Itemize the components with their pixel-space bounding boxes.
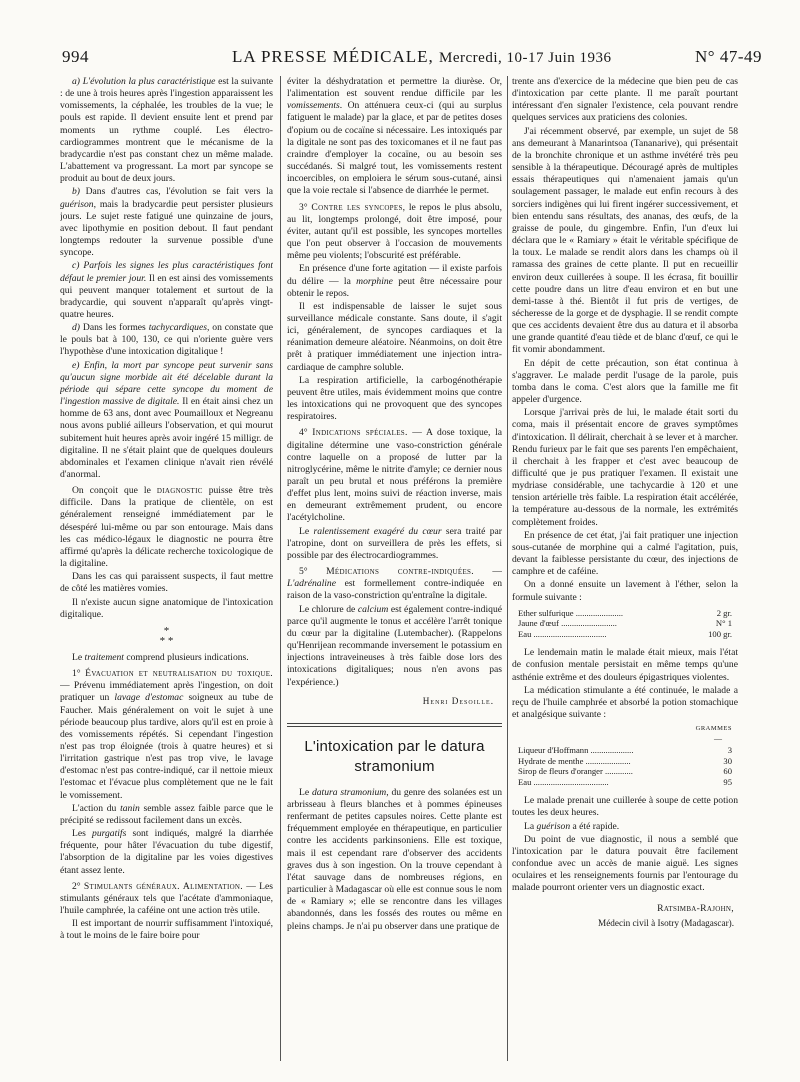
author-signature: Henri Desoille. xyxy=(422,695,494,706)
paragraph-guerison xyxy=(512,821,738,833)
italic-run: datura stramonium xyxy=(311,786,387,798)
author-affiliation: Médecin civil à Isotry (Madagascar). xyxy=(598,917,734,928)
italic-run: ralentissement exagéré du cœur xyxy=(313,525,442,537)
italic-run: Enfin, la mort par syncope peut survenir sans qu'aucun signe morbide ait été décelable durant la période qui sépare cette syncope du moment de l'ingestion massive de digitale. xyxy=(60,359,273,408)
paragraph-evolution-e xyxy=(60,360,273,482)
paragraph-purgatifs xyxy=(60,828,273,877)
small-caps-run: Indications spéciales. xyxy=(312,427,408,439)
formula-row xyxy=(518,629,732,640)
italic-run: Parfois les signes les plus caractéristiques font défaut le premier jour. xyxy=(60,260,273,284)
text-run: — Prévenu immédiatement après l'ingestion, on doit pratiquer un xyxy=(60,680,273,704)
issue-date: Mercredi, 10-17 Juin 1936 xyxy=(439,50,612,66)
formula-row xyxy=(518,745,732,756)
formula-row xyxy=(518,608,732,619)
italic-run: traitement xyxy=(84,651,124,663)
ingredient-name: Hydrate de menthe ..................... xyxy=(518,755,631,766)
text-run: est la suivante : de une à trois heures après l'ingestion apparaissent les vomissements, la céphalée, les troubles de la vue; le pouls est rapide. Il devient ensuite lent et prend par moments un rythme couplé. Les électro-cardiogrammes montrent que le mécanisme de la bradycardie n'est pas constant chez un même malade. L'abattement va progressant. La mort par syncope se produit au bout de deux jours. xyxy=(60,76,273,185)
paragraph-lavement: On a donné ensuite un lavement à l'éther, selon la formule suivante : xyxy=(512,579,738,603)
ingredient-quantity: 95 xyxy=(723,776,732,787)
page-number: 994 xyxy=(62,47,89,66)
italic-run: morphine xyxy=(356,275,393,287)
ingredient-name: Jaune d'œuf .......................... xyxy=(518,618,617,629)
italic-run: c) xyxy=(72,260,84,272)
paragraph-lendemain: Le lendemain matin le malade était mieux, mais l'état de confusion mentale persistait en même temps qu'une asthénie extrême et des douleurs épigastriques violentes. xyxy=(512,647,738,683)
text-run: Les xyxy=(72,828,93,840)
text-run: 4° xyxy=(299,427,313,439)
paragraph-diagnostic: Du point de vue diagnostic, il nous a semblé que l'intoxication par le datura pouvait être facilement confondue avec un accès de manie aiguë. Les signes oculaires et les renseignements fournis par l'entourage du malade pourront orienter vers un diagnostic exact. xyxy=(512,833,738,894)
italic-run: L'évolution la plus caractéristique xyxy=(82,76,216,87)
paragraph-cuilleree: Le malade prenait une cuillerée à soupe de cette potion toutes les deux heures. xyxy=(512,795,738,819)
italic-run: L'adrénaline xyxy=(287,578,336,590)
formula-row xyxy=(518,777,732,788)
ingredient-name: Eau ................................... xyxy=(518,776,609,787)
text-run: Dans les formes xyxy=(82,322,149,334)
author-signature: Ratsimba-Rajohn, xyxy=(657,902,734,914)
paragraph-syncopes xyxy=(287,202,502,263)
text-run: La xyxy=(524,820,537,832)
text-run: est également contre-indiqué parce qu'il augmente le tonus et accélère l'arrêt tonique du cœur par la digitaline (Lutembacher). (Rappelons qu'Henrijean recommande inversement le potassium en injections intraveineuses à très faible dose lors des intoxications digitaliques; nous n'en avons pas l'expérience.) xyxy=(287,603,502,688)
article-title: L'intoxication par le datura stramonium xyxy=(304,737,485,775)
text-run: Le xyxy=(299,786,312,798)
ingredient-name: Sirop de fleurs d'oranger ............. xyxy=(518,766,633,777)
ingredient-quantity: 3 xyxy=(727,745,732,756)
text-run: L'action du xyxy=(72,802,121,814)
ingredient-name: Liqueur d'Hoffmann .................... xyxy=(518,745,634,756)
column-rule-1 xyxy=(280,76,281,1061)
paragraph-observation: J'ai récemment observé, par exemple, un sujet de 58 ans demeurant à Manarintsoa (Tananarive), qui présentait de la bronchite chronique et un asthme invétéré très peu sensible à la thérapeutique. Découragé après de multiples essais thérapeutiques qui n'amenaient jamais qu'un soulagement passager, le malade eut enfin recours à des sorciers indigènes qui lui firent ingérer successivement, et bien entendu sans résultats, des ananas, des œufs, de la graisse de poule, du gingembre. Enfin, l'un d'eux lui déclara que le « Ramiary » était le véritable spécifique de la toux. Le malade se rendit alors dans les champs où il ramassa des graines de cette plante. Il put en recueillir environ deux cuillerées à soupe. Il les écrasa, fit bouillir cette poudre dans un litre d'eau environ et en but une demi-tasse à thé. Bientôt il fut pris de vertiges, de sécheresse de la gorge et de dysphagie. Il se rendit compte que ces accidents devaient être dus au datura et il absorba une grande quantité d'eau tiède et de blanc d'œuf, ce qui le fit vomir abondamment. xyxy=(512,125,738,356)
italic-run: e) xyxy=(72,359,84,371)
paragraph-evolution-c xyxy=(60,260,273,321)
formula-row xyxy=(518,756,732,767)
column-1 xyxy=(60,76,273,1066)
text-run: Le xyxy=(299,525,314,537)
text-run: Le chlorure de xyxy=(299,603,358,615)
formula-ether xyxy=(518,608,732,640)
text-run: 3° xyxy=(299,201,312,213)
text-run: sera traité par l'atropine, dont on surveillera de près les effets, si possible par des électrocardiogrammes. xyxy=(287,525,502,561)
italic-run: guérison xyxy=(60,198,94,210)
paragraph-morphine: En présence de cet état, j'ai fait pratiquer une injection sous-cutanée de morphine qui a calmé l'agitation, puis, devant la faiblesse persistante du cœur, des injections de camphre et de caféine. xyxy=(512,529,738,578)
ingredient-name: Eau .................................. xyxy=(518,628,607,639)
paragraph-continuation xyxy=(287,76,502,198)
text-run: est formellement contre-indiquée en raison de la vaso-constriction qu'entraîne la digitale. xyxy=(287,578,502,602)
journal-title xyxy=(232,44,612,71)
text-run: , on constate que le pouls bat à 100, 130, ce qui n'oriente guère vers l'hypothèse d'une intoxication digitalique ! xyxy=(60,322,273,358)
ingredient-quantity: N° 1 xyxy=(715,618,732,629)
paragraph-respiration: La respiration artificielle, la carbogénothérapie peuvent être utiles, mais évidemment moins que contre les intoxications qui ne provoquent que des syncopes respiratoires. xyxy=(287,374,502,423)
paragraph-evolution-a xyxy=(60,76,273,185)
text-run: Il en est ainsi des vomissements qui peuvent manquer totalement et surtout de la bradycardie, qui souvent n'apparaît qu'après vingt-quatre heures. xyxy=(60,272,273,320)
paragraph-surveillance: Il est indispensable de laisser le sujet sous surveillance médicale constante. Sans doute, il s'agit ici, généralement, de syncopes cardiaques et la réanimation demeure aléatoire. Néanmoins, on doit être prêt à pratiquer immédiatement une injection intra-cardiaque de camphre soluble. xyxy=(287,300,502,373)
text-run: En présence d'une forte agitation — il existe parfois du délire — la xyxy=(287,263,502,287)
text-run: — Les stimulants généraux tels que l'acétate d'ammoniaque, l'huile camphrée, la caféine ont une action très utile. xyxy=(60,880,273,916)
paragraph-evolution-b xyxy=(60,186,273,259)
formula-row xyxy=(518,766,732,777)
paragraph-aggravation: En dépit de cette précaution, son état continua à s'aggraver. Le malade perdit l'usage de la parole, puis tomba dans le coma. C'est alors que la famille me fit appeler d'urgence. xyxy=(512,357,738,406)
grammes-header: GRAMMES xyxy=(695,725,732,733)
italic-run: purgatifs xyxy=(92,828,127,840)
ingredient-quantity: 60 xyxy=(723,766,732,777)
article-divider-bottom xyxy=(287,726,502,727)
formula-potion xyxy=(518,745,732,787)
article-divider-top xyxy=(287,713,502,724)
text-run: . On atténuera ceux-ci (qui au surplus fatiguent le malade) par la glace, et par de petites doses d'opium ou de cocaïne si nécessaire. Les intoxiqués par la digitale ne sont pas des toxicomanes et il ne faut pas craindre d'employer la cocaïne, ou au besoin ses succédanés. Si malgré tout, les vomissements restent incoercibles, on emploiera le sérum sous-cutané, ainsi que la voie rectale si l'absence de diarrhée le permet. xyxy=(287,100,502,197)
ingredient-quantity: 100 gr. xyxy=(708,628,732,639)
small-caps-run: Médications contre-indiquées. xyxy=(326,566,474,578)
paragraph-calcium xyxy=(287,604,502,689)
paragraph-agitation xyxy=(287,263,502,299)
paragraph-evolution-d xyxy=(60,322,273,358)
text-run: Il en était ainsi chez un homme de 63 ans, dont avec Poumailloux et Negreanu nous avons publié ailleurs l'observation, et qui mourut subitement huit heures après avoir ingéré 15 milligr. de digitaline. Il ne s'était plaint que de quelques douleurs abdominales et l'examen clinique n'avait rien révélé d'anormal. xyxy=(60,396,273,480)
column-2 xyxy=(287,76,502,1066)
issue-number: N° 47-49 xyxy=(695,47,762,66)
paragraph-diagnostic xyxy=(60,485,273,570)
text-run: , du genre des solanées est un arbrisseau à fleurs blanches et à pommes épineuses renfermant de petites capsules noires. Cette plante est fréquemment employée en thérapeutique, en particulier contre les accidents parkinsoniens. Elle est toxique, mais il est cependant rare d'observer des accidents graves dus à son ingestion. On la trouve cependant à l'état sauvage dans de nombreuses régions, en particulier à Madagascar où elle est connue sous le nom de « Ramiary »; elle se rencontre dans les villages abandonnés, dans les fossés des routes ou même en pleins champs. Je n'ai pu observer dans une pratique de xyxy=(287,786,502,932)
paragraph-examination: Lorsque j'arrivai près de lui, le malade était sorti du coma, mais il présentait encore de graves symptômes d'intoxication. Il délirait, cherchait à se lever et à marcher. Rendu furieux par le fait que ses parents l'en empêchaient, il cherchait à les frapper et c'est avec beaucoup de difficulté que je pus pratiquer l'examen. Il existait une mydriase considérable, une tachycardie à 120 et une tension artérielle très faible. La respiration était accélérée, la température au-dessous de la normale, les extrémités complètement froides. xyxy=(512,407,738,528)
italic-run: calcium xyxy=(357,603,389,615)
text-run: éviter la déshydratation et permettre la diurèse. Or, l'alimentation est souvent rendue difficile par les xyxy=(287,76,502,100)
grammes-dash: — xyxy=(714,734,722,744)
text-run: a été rapide. xyxy=(570,820,620,832)
text-run: On conçoit que le xyxy=(72,485,157,497)
journal-name: LA PRESSE MÉDICALE, xyxy=(232,47,434,66)
text-run: soigneux au tube de Faucher. Mais généralement on voit le sujet à une période beaucoup plus tardive, alors qu'il est en proie à des vomissements répétés. Si cependant l'ingestion n'est pas trop éloignée (trois à quatre heures) et si l'irritation gastrique n'est pas trop vive, le lavage d'estomac n'est pas contre-indiqué, car il nettoie mieux l'estomac et l'évacue plus complètement que ne le fait le vomissement. xyxy=(60,692,273,801)
italic-run: lavage d'estomac xyxy=(114,692,184,704)
text-run: puisse être très difficile. Dans la pratique de clientèle, on est généralement renseigné immédiatement par le désespéré lui-même ou par son entourage. Mais dans les cas médico-légaux le diagnostic ne pourra être affirmé qu'après la délicate recherche toxicologique de la digitaline. xyxy=(60,485,273,570)
paragraph-datura xyxy=(287,787,502,933)
column-3 xyxy=(512,76,738,1066)
text-run: 5° xyxy=(299,566,327,578)
paragraph-indications xyxy=(287,427,502,524)
paragraph-anatomy: Il n'existe aucun signe anatomique de l'intoxication digitalique. xyxy=(60,596,273,620)
text-run: peut être nécessaire pour obtenir le repos. xyxy=(287,275,502,299)
italic-run: vomissements xyxy=(287,100,340,112)
text-run: 2° xyxy=(72,880,84,892)
text-run: Le xyxy=(72,651,85,663)
ingredient-name: Ether sulfurique ...................... xyxy=(518,607,624,618)
paragraph-nourrir: Il est important de nourrir suffisamment l'intoxiqué, à tout le moins de le faire boire pour xyxy=(60,918,273,942)
paragraph-medication: La médication stimulante a été continuée, le malade a reçu de l'huile camphrée et absorbé la potion stomachique et analgésique suivante : xyxy=(512,684,738,720)
text-run: — A dose toxique, la digitaline détermine une vaso-constriction générale contre laquelle on a proposé de lutter par la nitroglycérine, même le nitrite d'amyle; ce dernier nous paraît un peu brutal et nous préférons la première d'effet plus lent, moins suivi de réaction inverse, mais en demeurant extrêmement prudent, ou encore l'acétylcholine. xyxy=(287,427,502,524)
text-run: — xyxy=(473,566,502,578)
text-run: , le repos le plus absolu, au lit, longtemps prolongé, doit être imposé, pour éviter, autant qu'il est possible, les syncopes mortelles que l'on peut observer à l'occasion de mouvements même peu violents; l'obscurité est préférable. xyxy=(287,201,502,262)
column-rule-2 xyxy=(507,76,508,1061)
text-run: comprend plusieurs indications. xyxy=(123,651,249,663)
small-caps-run: diagnostic xyxy=(156,485,203,497)
paragraph-suspects: Dans les cas qui paraissent suspects, il faut mettre de côté les matières vomies. xyxy=(60,571,273,595)
paragraph-treatment xyxy=(60,652,273,664)
text-run: semble assez faible parce que le précipité se redissout facilement dans un excès. xyxy=(60,802,273,826)
text-run: 1° xyxy=(72,668,86,680)
paragraph-evacuation xyxy=(60,668,273,802)
small-caps-run: Contre les syncopes xyxy=(311,201,403,213)
small-caps-run: Stimulants généraux. Alimentation. xyxy=(83,880,243,892)
paragraph-tanin xyxy=(60,803,273,827)
paragraph-contre-indiquees xyxy=(287,566,502,602)
section-separator xyxy=(60,626,273,646)
text-run: , mais la bradycardie peut persister plusieurs jours. Le sujet reste fatigué une quinzaine de jours, avec lipothymie en position debout. Il faut pendant longtemps redouter la survenue possible d'une syncope. xyxy=(60,198,273,259)
formula-row xyxy=(518,618,732,629)
page-header xyxy=(62,44,762,70)
italic-run: a) xyxy=(72,76,83,87)
text-run: sont indiqués, malgré la diarrhée fréquente, pour hâter l'évacuation du tube digestif, l'absorption de la digitaline par les voies digestives étant assez lente. xyxy=(60,828,273,876)
italic-run: d) xyxy=(72,322,83,334)
small-caps-run: Évacuation et neutralisation du toxique. xyxy=(85,668,273,680)
separator-star-top: * xyxy=(163,624,170,637)
italic-run: b) xyxy=(72,186,86,198)
ingredient-quantity: 2 gr. xyxy=(716,607,732,618)
paragraph-continuation: trente ans d'exercice de la médecine que bien peu de cas d'intoxication par cette plante. Il me paraît pourtant intéressant d'en signaler l'existence, cela pouvant rendre quelques services aux praticiens des colonies. xyxy=(512,76,738,124)
paragraph-stimulants xyxy=(60,881,273,917)
italic-run: guérison xyxy=(536,820,571,832)
italic-run: tanin xyxy=(120,802,140,814)
separator-star-bottom: * * xyxy=(159,634,174,647)
paragraph-ralentissement xyxy=(287,526,502,562)
ingredient-quantity: 30 xyxy=(723,755,732,766)
text-run: Dans d'autres cas, l'évolution se fait vers la xyxy=(85,186,273,198)
italic-run: tachycardiques xyxy=(148,322,207,334)
